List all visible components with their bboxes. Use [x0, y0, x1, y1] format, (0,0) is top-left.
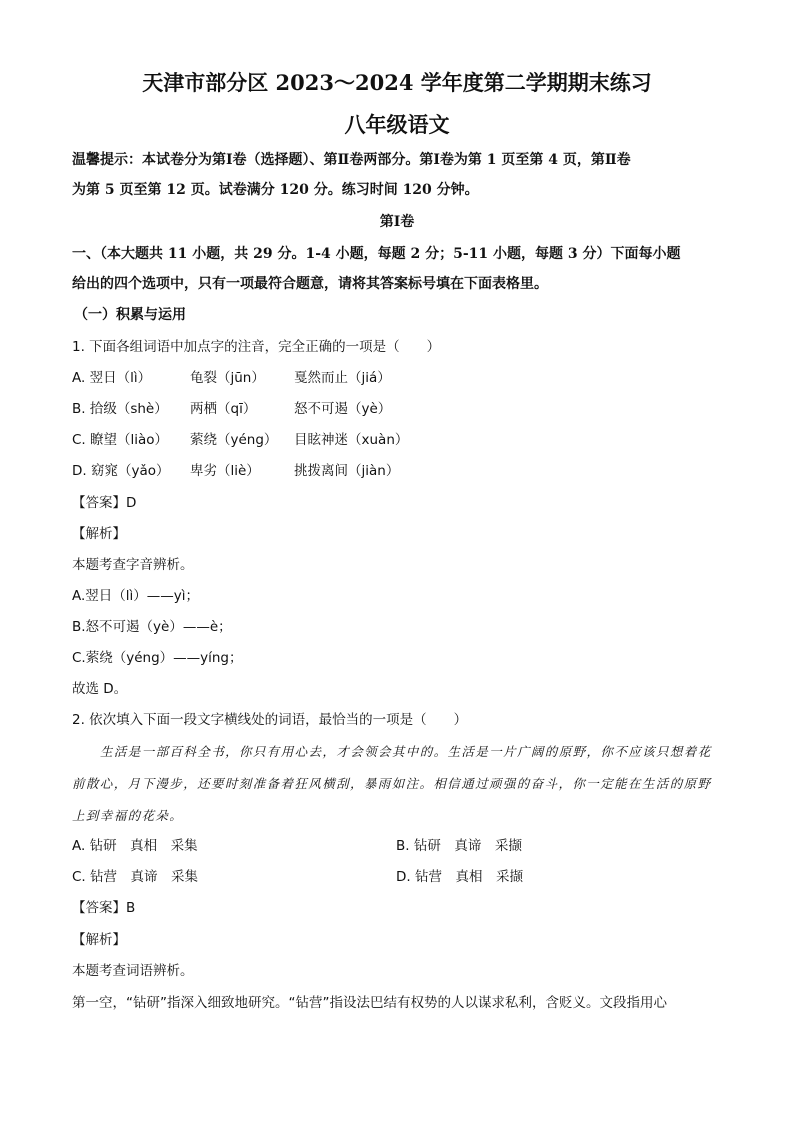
q2-analysis-line: 第一空，“钻研”指深入细致地研究。“钻营”指设法巴结有权势的人以谋求私利，含贬义。文段指用心: [72, 995, 667, 1011]
q1-option-a-1: A. 翌日（lì）: [72, 370, 152, 386]
q1-analysis-line: 故选 D。: [72, 681, 128, 697]
q2-option-a: A. 钻研 真相 采集: [72, 838, 198, 854]
q2-answer: 【答案】B: [72, 900, 136, 916]
q1-option-d-3: 挑拨离间（jiàn）: [294, 463, 400, 479]
section-line-1: 一、（本大题共 11 小题，共 29 分。1-4 小题，每题 2 分；5-11 小题，每题 3 分）下面每小题: [72, 246, 681, 262]
volume-label: 第Ⅰ卷: [379, 214, 415, 230]
q1-option-a-3: 戛然而止（jiá）: [294, 370, 391, 386]
q2-stem: 2. 依次填入下面一段文字横线处的词语，最恰当的一项是（ ）: [72, 712, 468, 728]
q2-passage-line: 前散心，月下漫步，还要时刻准备着狂风横刮，暴雨如注。相信通过顽强的奋斗，你一定能在生活的原野: [72, 776, 712, 791]
q1-option-b-2: 两栖（qī）: [190, 401, 257, 417]
q1-option-d-1: D. 窈窕（yǎo）: [72, 463, 170, 479]
q1-analysis-line: B.怒不可遏（yè）——è；: [72, 619, 232, 635]
q2-option-d: D. 钻营 真相 采撷: [396, 869, 523, 885]
q1-option-a: [72, 368, 391, 388]
q1-option-a-2: 龟裂（jūn）: [190, 370, 265, 386]
part-heading: （一）积累与运用: [74, 307, 186, 323]
q1-option-b: [72, 399, 391, 419]
exam-subtitle: 八年级语文: [344, 112, 450, 137]
q1-analysis-line: C.萦绕（yéng）——yíng；: [72, 650, 243, 666]
q1-stem: 1. 下面各组词语中加点字的注音，完全正确的一项是（ ）: [72, 339, 441, 355]
notice-line-1: 温馨提示：本试卷分为第Ⅰ卷（选择题）、第Ⅱ卷两部分。第Ⅰ卷为第 1 页至第 4 页，第Ⅱ卷: [72, 152, 631, 168]
q1-answer: 【答案】D: [72, 495, 137, 511]
q1-option-b-3: 怒不可遏（yè）: [294, 401, 392, 417]
q2-analysis-label: 【解析】: [72, 932, 126, 948]
q2-passage-line: 生活是一部百科全书，你只有用心去，才会领会其中的。生活是一片广阔的原野，你不应该只想着花: [100, 744, 712, 759]
notice-line-2: 为第 5 页至第 12 页。试卷满分 120 分。练习时间 120 分钟。: [72, 182, 479, 198]
q2-passage-line: 上到幸福的花朵。: [72, 808, 184, 823]
q1-option-c-2: 萦绕（yéng）: [190, 432, 278, 448]
q2-option-c: C. 钻营 真谛 采集: [72, 869, 199, 885]
q1-option-b-1: B. 拾级（shè）: [72, 401, 168, 417]
q1-option-d-2: 卑劣（liè）: [190, 463, 260, 479]
q1-analysis-label: 【解析】: [72, 526, 126, 542]
exam-title: 天津市部分区 2023～2024 学年度第二学期期末练习: [142, 70, 652, 95]
section-line-2: 给出的四个选项中，只有一项最符合题意，请将其答案标号填在下面表格里。: [72, 276, 548, 292]
q1-option-c-1: C. 瞭望（liào）: [72, 432, 169, 448]
q1-analysis-line: 本题考查字音辨析。: [72, 557, 194, 573]
q1-option-c: [72, 430, 408, 450]
q2-analysis-line: 本题考查词语辨析。: [72, 963, 194, 979]
q1-option-d: [72, 461, 399, 481]
q1-analysis-line: A.翌日（lì）——yì；: [72, 588, 200, 604]
q1-option-c-3: 目眩神迷（xuàn）: [294, 432, 409, 448]
q2-option-b: B. 钻研 真谛 采撷: [396, 838, 522, 854]
